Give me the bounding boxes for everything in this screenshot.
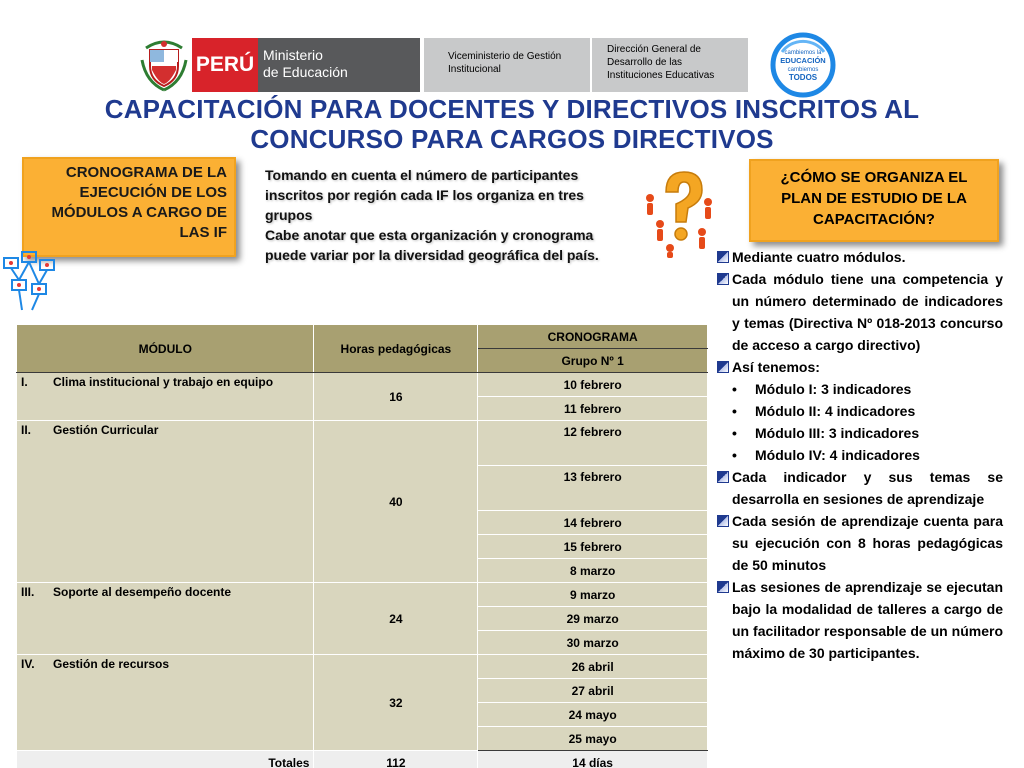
- schedule-date: 13 febrero: [478, 466, 708, 511]
- callout-line: MÓDULOS A CARGO DE: [51, 204, 227, 221]
- peru-logo: [192, 38, 258, 92]
- schedule-date: 25 mayo: [478, 727, 708, 751]
- module-number: I.: [21, 375, 28, 389]
- table-row: [17, 421, 708, 466]
- ministerio-line: Ministerio: [263, 47, 323, 63]
- peru-coat-of-arms-icon: [140, 36, 188, 92]
- title-line: CONCURSO PARA CARGOS DIRECTIVOS: [250, 124, 774, 154]
- bullet-square-icon: [717, 515, 729, 527]
- list-item-text: Cada indicador y sus temas se desarrolla en sesiones de aprendizaje: [732, 469, 1003, 507]
- module-name: Gestión Curricular: [53, 423, 159, 437]
- module-number: III.: [21, 585, 35, 599]
- intro-line: grupos: [265, 207, 313, 223]
- module-name: Soporte al desempeño docente: [53, 585, 232, 599]
- module-cell: [17, 373, 314, 421]
- direccion-line: Dirección General de: [607, 44, 701, 55]
- schedule-date: 11 febrero: [478, 397, 708, 421]
- intro-line: Tomando en cuenta el número de participantes: [265, 167, 579, 183]
- sub-list-item: • Módulo IV: 4 indicadores: [732, 444, 1003, 466]
- list-item: [717, 510, 1003, 576]
- module-cell: [17, 421, 314, 583]
- totals-row: [17, 751, 708, 768]
- schedule-date: 24 mayo: [478, 703, 708, 727]
- callout-line: PLAN DE ESTUDIO DE LA: [781, 190, 967, 207]
- module-number: II.: [21, 423, 32, 437]
- svg-text:EDUCACIÓN: EDUCACIÓN: [780, 56, 826, 65]
- bullet-square-icon: [717, 471, 729, 483]
- title-line: CAPACITACIÓN PARA DOCENTES Y DIRECTIVOS INSCRITOS AL: [104, 94, 920, 124]
- schedule-date: 27 abril: [478, 679, 708, 703]
- header-horas: Horas pedagógicas: [314, 325, 478, 373]
- sub-list-item: • Módulo III: 3 indicadores: [732, 422, 1003, 444]
- module-cell: [17, 583, 314, 655]
- viceministerio-line: Viceministerio de Gestión: [448, 51, 562, 62]
- list-item-text: Así tenemos:: [732, 359, 820, 375]
- schedule-date: 12 febrero: [478, 421, 708, 466]
- module-hours: 40: [314, 421, 478, 583]
- intro-line: Cabe anotar que esta organización y cronograma: [265, 227, 594, 243]
- callout-line: ¿CÓMO SE ORGANIZA EL: [780, 169, 968, 186]
- viceministerio-block: [422, 38, 590, 92]
- plan-details-list: [717, 246, 1003, 664]
- list-item: [717, 356, 1003, 378]
- header-grupo: Grupo Nº 1: [478, 349, 708, 373]
- module-hours: 16: [314, 373, 478, 421]
- table-row: [17, 373, 708, 397]
- network-structure-icon: [0, 250, 64, 314]
- bullet-square-icon: [717, 251, 729, 263]
- intro-line: inscritos por región cada IF los organiza en tres: [265, 187, 584, 203]
- list-item-text: Cada módulo tiene una competencia y un número determinado de indicadores y temas (Directiva Nº 018-2013 concurso de acceso a cargo directivo): [732, 271, 1003, 353]
- schedule-date: 9 marzo: [478, 583, 708, 607]
- ministerio-line: de Educación: [263, 64, 348, 80]
- svg-text:TODOS: TODOS: [788, 73, 818, 82]
- schedule-date: 29 marzo: [478, 607, 708, 631]
- intro-text: [265, 165, 650, 265]
- peru-label: PERÚ: [195, 53, 255, 76]
- module-indicator-list: [717, 378, 1003, 466]
- module-cell: [17, 655, 314, 751]
- totals-days: 14 días: [478, 751, 708, 768]
- list-item-text: Cada sesión de aprendizaje cuenta para su ejecución con 8 horas pedagógicas de 50 minutos: [732, 513, 1003, 573]
- totals-hours: 112: [314, 751, 478, 768]
- schedule-table: [16, 324, 708, 768]
- sub-list-item: • Módulo I: 3 indicadores: [732, 378, 1003, 400]
- table-header-row: [17, 325, 708, 349]
- header-cronograma: CRONOGRAMA: [478, 325, 708, 349]
- module-name: Clima institucional y trabajo en equipo: [53, 375, 274, 389]
- plan-estudio-callout: [749, 159, 999, 242]
- schedule-date: 15 febrero: [478, 535, 708, 559]
- module-number: IV.: [21, 657, 35, 671]
- module-name: Gestión de recursos: [53, 657, 170, 671]
- page-title: [0, 94, 1024, 154]
- callout-line: CAPACITACIÓN?: [813, 211, 935, 228]
- list-item-text: Mediante cuatro módulos.: [732, 249, 906, 265]
- table-row: [17, 655, 708, 679]
- schedule-date: 30 marzo: [478, 631, 708, 655]
- question-mark-people-icon: [640, 162, 720, 258]
- list-item: [717, 268, 1003, 356]
- direccion-line: Instituciones Educativas: [607, 70, 715, 81]
- ministerio-block: [258, 38, 420, 92]
- cambiemos-educacion-logo: [770, 32, 836, 98]
- module-hours: 24: [314, 583, 478, 655]
- callout-line: LAS IF: [179, 224, 227, 241]
- schedule-date: 10 febrero: [478, 373, 708, 397]
- bullet-square-icon: [717, 273, 729, 285]
- cronograma-callout: [22, 157, 236, 257]
- intro-line: puede variar por la diversidad geográfica del país.: [265, 247, 599, 263]
- table-row: [17, 583, 708, 607]
- list-item: [717, 466, 1003, 510]
- totals-label: Totales: [17, 751, 314, 768]
- callout-line: EJECUCIÓN DE LOS: [79, 184, 227, 201]
- list-item-text: Las sesiones de aprendizaje se ejecutan bajo la modalidad de talleres a cargo de un facilitador responsable de un número máximo de 30 participantes.: [732, 579, 1003, 661]
- direccion-line: Desarrollo de las: [607, 57, 683, 68]
- list-item: [717, 246, 1003, 268]
- schedule-date: 8 marzo: [478, 559, 708, 583]
- list-item: [717, 576, 1003, 664]
- header-modulo: MÓDULO: [17, 325, 314, 373]
- svg-text:cambiemos: cambiemos: [787, 67, 819, 73]
- callout-line: CRONOGRAMA DE LA: [65, 164, 227, 181]
- direccion-block: [590, 38, 748, 92]
- viceministerio-line: Institucional: [448, 64, 501, 75]
- module-hours: 32: [314, 655, 478, 751]
- schedule-date: 14 febrero: [478, 511, 708, 535]
- sub-list-item: • Módulo II: 4 indicadores: [732, 400, 1003, 422]
- svg-text:cambiemos la: cambiemos la: [784, 50, 822, 56]
- schedule-date: 26 abril: [478, 655, 708, 679]
- bullet-square-icon: [717, 581, 729, 593]
- bullet-square-icon: [717, 361, 729, 373]
